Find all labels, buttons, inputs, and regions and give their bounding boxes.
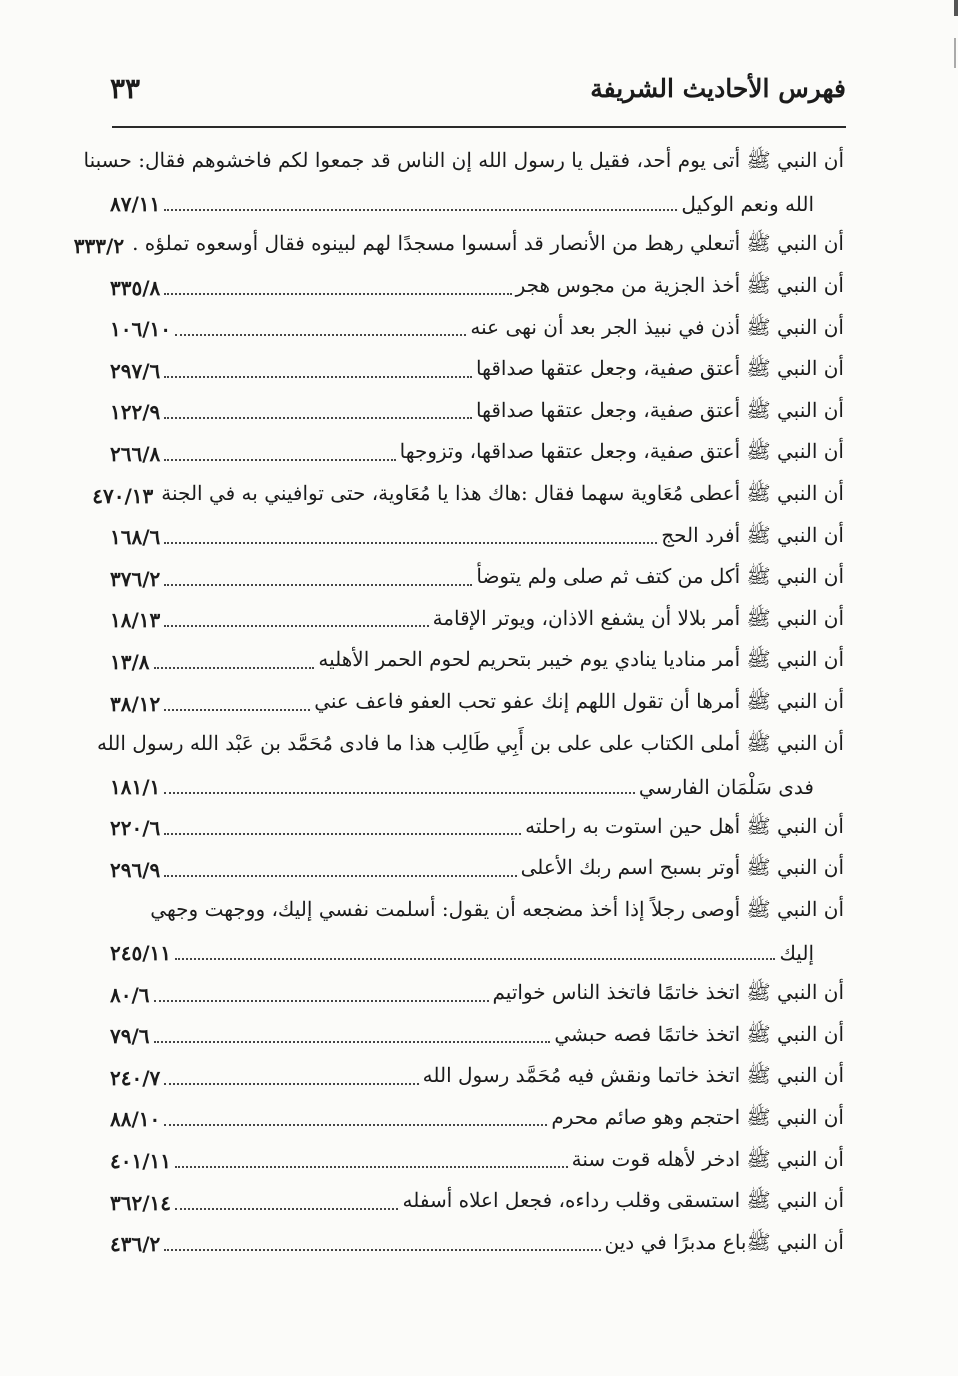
hadith-text: إليك bbox=[779, 941, 814, 966]
hadith-text: أن النبي ﷺ أمر مناديا ينادي يوم خيبر بتحريم لحوم الحمر الأهليه bbox=[318, 647, 844, 672]
entry-last-line bbox=[110, 392, 844, 434]
index-entry bbox=[110, 558, 844, 600]
page-title: فهرس الأحاديث الشريفة bbox=[590, 73, 846, 103]
entry-last-line bbox=[110, 558, 844, 600]
dot-leader bbox=[175, 334, 466, 336]
dot-leader bbox=[175, 1208, 398, 1210]
entry-last-line bbox=[110, 641, 844, 683]
dot-leader bbox=[164, 584, 472, 586]
entry-last-line bbox=[110, 308, 844, 350]
hadith-text: أن النبي ﷺ أتىعلي رهط من الأنصار قد أسسوا مسجدًا لهم لبينوه فقال أوسعوه تملؤه . bbox=[132, 231, 844, 256]
dot-leader bbox=[175, 1166, 568, 1168]
entry-last-line bbox=[92, 475, 844, 517]
volume-page-ref: ٤٣٦/٢ bbox=[110, 1232, 161, 1257]
volume-page-ref: ١٣/٨ bbox=[110, 649, 150, 674]
index-entry bbox=[110, 600, 844, 642]
volume-page-ref: ١٠٦/١٠ bbox=[110, 317, 172, 342]
hadith-text: أن النبي ﷺ أعتق صفية، وجعل عتقها صداقها bbox=[476, 356, 844, 381]
entry-line bbox=[96, 724, 844, 766]
hadith-text: أن النبي ﷺ أمر بلالا أن يشفع الاذان، ويوتر الإقامة bbox=[432, 605, 844, 630]
volume-page-ref: ٧٩/٦ bbox=[110, 1024, 150, 1049]
index-entry bbox=[110, 1223, 844, 1265]
entry-last-line bbox=[110, 1223, 844, 1265]
index-entry bbox=[110, 974, 844, 1016]
volume-page-ref: ٨٠/٦ bbox=[110, 982, 150, 1007]
index-entry bbox=[110, 1015, 844, 1057]
volume-page-ref: ٢٢٠/٦ bbox=[110, 816, 161, 841]
entry-last-line bbox=[110, 932, 844, 974]
entry-line bbox=[110, 891, 844, 933]
volume-page-ref: ٤٠١/١١ bbox=[110, 1149, 172, 1174]
entry-line bbox=[83, 142, 844, 184]
dot-leader bbox=[154, 1041, 551, 1043]
volume-page-ref: ٢٦٦/٨ bbox=[110, 441, 161, 466]
entry-last-line bbox=[110, 766, 844, 808]
hadith-text: أن النبي ﷺ أعتق صفية، وجعل عتقها صداقها bbox=[476, 397, 844, 422]
volume-page-ref: ٢٩٧/٦ bbox=[110, 358, 161, 383]
index-entry bbox=[96, 724, 844, 807]
hadith-text: أن النبي ﷺ أهل حين استوت به راحلته bbox=[525, 813, 844, 838]
dot-leader bbox=[175, 958, 775, 960]
hadith-text: أن النبي ﷺ أمرها أن تقول اللهم إنك عفو تحب العفو فاعف عني bbox=[314, 689, 844, 714]
index-entry bbox=[110, 350, 844, 392]
page-number: ٣٣ bbox=[110, 71, 141, 105]
volume-page-ref: ٢٤٥/١١ bbox=[110, 941, 172, 966]
index-entry bbox=[110, 516, 844, 558]
entry-last-line bbox=[110, 1182, 844, 1224]
volume-page-ref: ٤٧٠/١٣ bbox=[92, 483, 154, 508]
index-entry bbox=[110, 891, 844, 974]
index-entry bbox=[110, 683, 844, 725]
page-header bbox=[110, 68, 846, 108]
hadith-text: أن النبي ﷺ أفرد الحج bbox=[661, 522, 844, 547]
volume-page-ref: ٢٩٦/٩ bbox=[110, 857, 161, 882]
hadith-text: فدى سَلْمَان الفارسي bbox=[638, 774, 814, 799]
index-entry bbox=[110, 849, 844, 891]
volume-page-ref: ١٨/١٣ bbox=[110, 608, 161, 633]
dot-leader bbox=[164, 1249, 600, 1251]
index-entry bbox=[110, 808, 844, 850]
entry-last-line bbox=[110, 267, 844, 309]
hadith-text: أن النبي ﷺ أعطى مُعَاوية سهما فقال :هاك هذا يا مُعَاوية، حتى توافيني به في الجنة bbox=[161, 481, 844, 506]
dot-leader bbox=[154, 667, 315, 669]
volume-page-ref: ١٨١/١ bbox=[110, 774, 161, 799]
entry-last-line bbox=[110, 350, 844, 392]
entry-last-line bbox=[110, 808, 844, 850]
hadith-text: أن النبي ﷺ اتخذ خاتما ونقش فيه مُحَمَّد رسول الله bbox=[422, 1063, 844, 1088]
volume-page-ref: ٣٨/١٢ bbox=[110, 691, 161, 716]
hadith-text: أن النبي ﷺ أملى الكتاب على على بن أَبِي طَالِب هذا ما فادى مُحَمَّد بن عَبْد الله رسول الله bbox=[96, 730, 844, 755]
index-entry bbox=[110, 433, 844, 475]
volume-page-ref: ٣٦٢/١٤ bbox=[110, 1190, 172, 1215]
hadith-text: أن النبي ﷺ أوصى رجلاً إذا أخذ مضجعه أن يقول: أسلمت نفسي إليك، ووجهت وجهي bbox=[150, 896, 844, 921]
index-entry bbox=[110, 392, 844, 434]
hadith-text: الله ونعم الوكيل bbox=[681, 192, 814, 217]
volume-page-ref: ٢٤٠/٧ bbox=[110, 1065, 161, 1090]
dot-leader bbox=[164, 376, 472, 378]
hadith-text: أن النبي ﷺباع مدبرًا في دين bbox=[604, 1229, 844, 1254]
hadith-index-list bbox=[73, 142, 844, 1265]
hadith-text: أن النبي ﷺ استسقى وقلب رداءه، فجعل اعلاه أسفله bbox=[402, 1188, 844, 1213]
hadith-text: أن النبي ﷺ اتخذ خاتمًا فاتخذ الناس خواتيم bbox=[492, 980, 844, 1005]
hadith-text: أن النبي ﷺ أتى يوم أحد، فقيل يا رسول الله إن الناس قد جمعوا لكم فاخشوهم فقال: حسبنا bbox=[83, 148, 844, 173]
hadith-text: أن النبي ﷺ أوتر بسبح اسم ربك الأعلى bbox=[520, 855, 844, 880]
entry-last-line bbox=[110, 516, 844, 558]
hadith-text: أن النبي ﷺ أكل من كتف ثم صلى ولم يتوضأ bbox=[476, 564, 844, 589]
scan-mark bbox=[954, 38, 956, 68]
dot-leader bbox=[164, 709, 310, 711]
dot-leader bbox=[164, 1124, 547, 1126]
entry-last-line bbox=[110, 1015, 844, 1057]
index-entry bbox=[73, 225, 844, 267]
hadith-text: أن النبي ﷺ احتجم وهو صائم محرم bbox=[551, 1104, 844, 1129]
hadith-text: أن النبي ﷺ ادخر لأهله قوت سنة bbox=[571, 1146, 844, 1171]
hadith-text: أن النبي ﷺ أذن في نبيذ الجر بعد أن نهى عنه bbox=[470, 314, 844, 339]
header-rule bbox=[112, 126, 846, 128]
volume-page-ref: ١٦٨/٦ bbox=[110, 525, 161, 550]
volume-page-ref: ٣٣٣/٢ bbox=[73, 233, 125, 258]
index-entry bbox=[92, 475, 844, 517]
dot-leader bbox=[164, 833, 521, 835]
entry-last-line bbox=[110, 683, 844, 725]
index-entry bbox=[110, 641, 844, 683]
dot-leader bbox=[164, 542, 657, 544]
dot-leader bbox=[164, 459, 395, 461]
scan-mark bbox=[954, 0, 958, 16]
index-entry bbox=[110, 1140, 844, 1182]
entry-last-line bbox=[110, 1099, 844, 1141]
dot-leader bbox=[164, 792, 635, 794]
entry-last-line bbox=[110, 1057, 844, 1099]
index-entry bbox=[83, 142, 844, 225]
entry-last-line bbox=[110, 184, 844, 226]
dot-leader bbox=[154, 1000, 489, 1002]
entry-last-line bbox=[73, 225, 844, 267]
entry-last-line bbox=[110, 974, 844, 1016]
hadith-text: أن النبي ﷺ أعتق صفية، وجعل عتقها صداقها، وتزوجها bbox=[399, 439, 844, 464]
index-entry bbox=[110, 308, 844, 350]
dot-leader bbox=[164, 209, 677, 211]
hadith-text: أن النبي ﷺ اتخذ خاتمًا فصه حبشي bbox=[554, 1021, 844, 1046]
dot-leader bbox=[164, 875, 516, 877]
entry-last-line bbox=[110, 600, 844, 642]
index-entry bbox=[110, 1057, 844, 1099]
volume-page-ref: ٨٧/١١ bbox=[110, 192, 161, 217]
dot-leader bbox=[164, 625, 428, 627]
volume-page-ref: ١٢٢/٩ bbox=[110, 400, 161, 425]
dot-leader bbox=[164, 417, 472, 419]
index-entry bbox=[110, 267, 844, 309]
dot-leader bbox=[164, 293, 511, 295]
index-entry bbox=[110, 1099, 844, 1141]
hadith-text: أن النبي ﷺ أخذ الجزية من مجوس هجر bbox=[515, 273, 844, 298]
entry-last-line bbox=[110, 1140, 844, 1182]
entry-last-line bbox=[110, 849, 844, 891]
index-entry bbox=[110, 1182, 844, 1224]
entry-last-line bbox=[110, 433, 844, 475]
volume-page-ref: ٣٧٦/٢ bbox=[110, 566, 161, 591]
volume-page-ref: ٨٨/١٠ bbox=[110, 1107, 161, 1132]
volume-page-ref: ٣٣٥/٨ bbox=[110, 275, 161, 300]
dot-leader bbox=[164, 1083, 418, 1085]
